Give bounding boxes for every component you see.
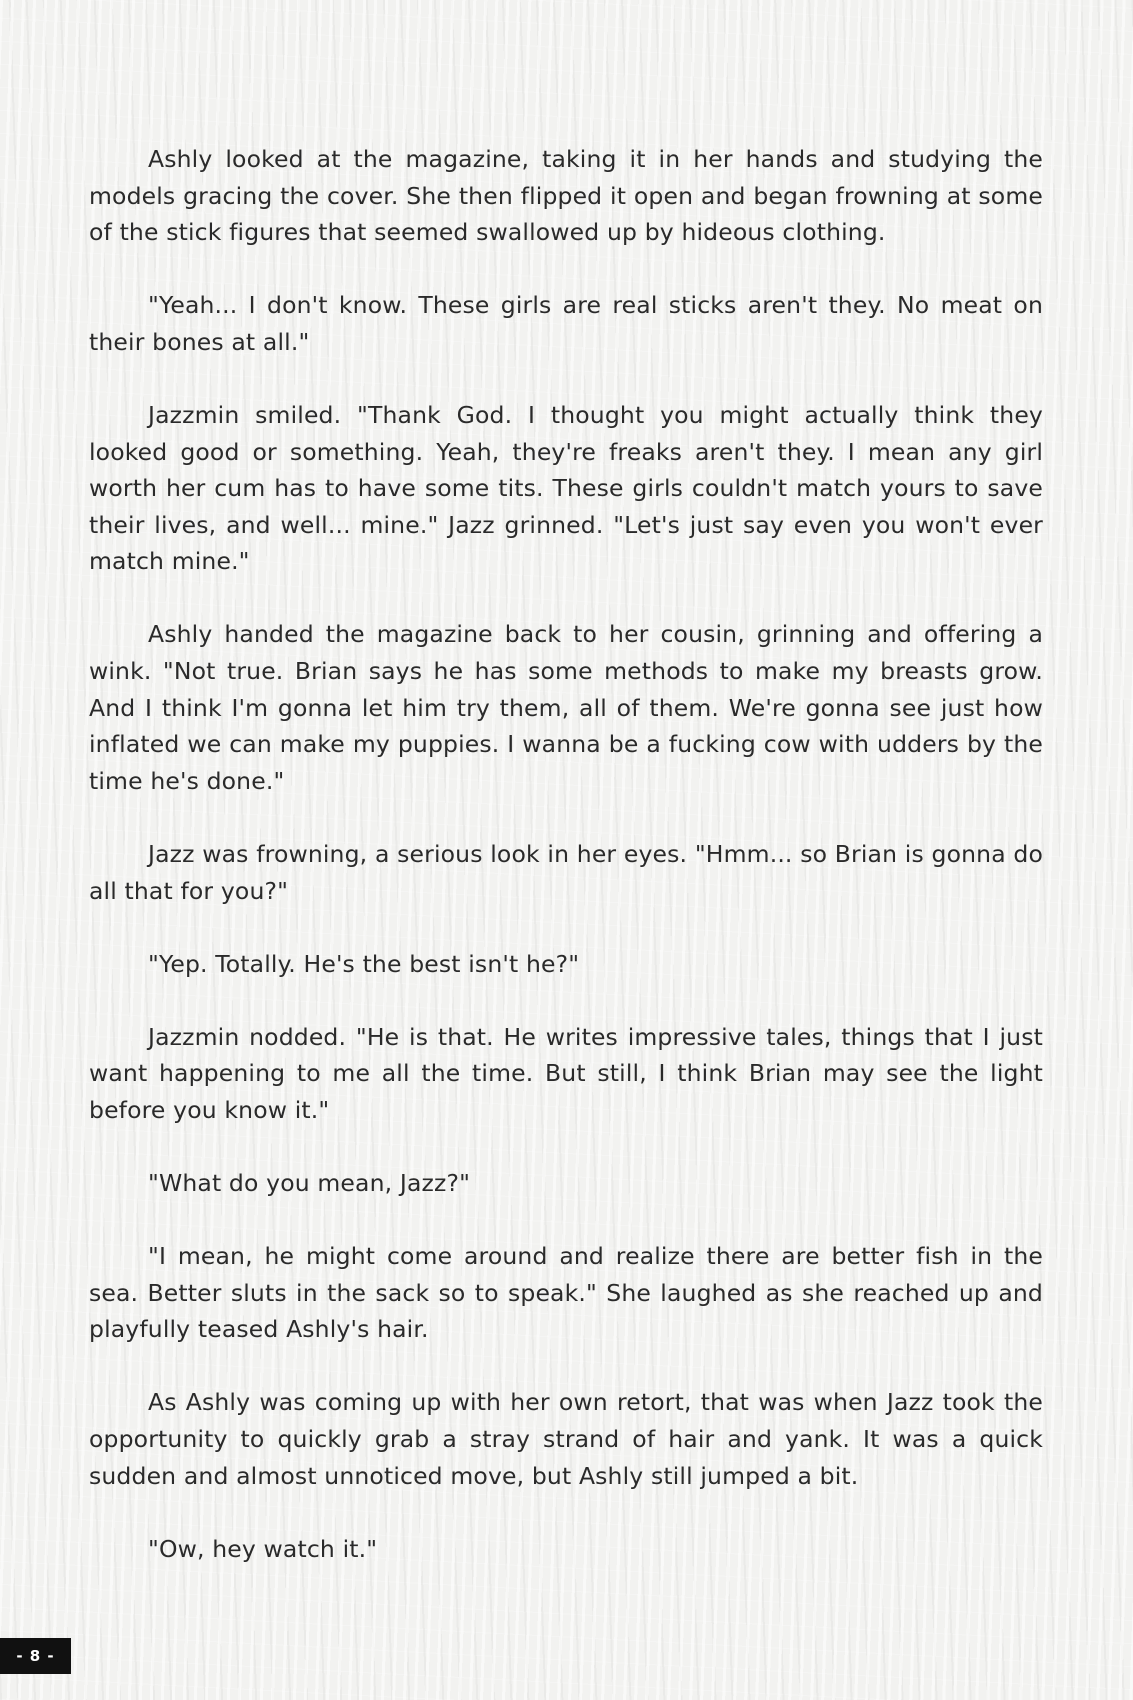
paragraph: Ashly looked at the magazine, taking it in her hands and studying the models gracing the cover. She then flipped it open and began frowning at some of the stick figures that seemed swallowed up by hideous clothing. (89, 145, 1043, 247)
paragraph: As Ashly was coming up with her own retort, that was when Jazz took the opportunity to quickly grab a stray strand of hair and yank. It was a quick sudden and almost unnoticed move, but Ashly still jumped a bit. (89, 1388, 1043, 1490)
story-text (89, 141, 1043, 1604)
paragraph: Jazzmin nodded. "He is that. He writes impressive tales, things that I just want happening to me all the time. But still, I think Brian may see the light before you know it." (89, 1022, 1043, 1124)
paragraph: "I mean, he might come around and realize there are better fish in the sea. Better sluts in the sack so to speak." She laughed as she reached up and playfully teased Ashly's hair. (89, 1242, 1043, 1344)
paragraph: "Yeah... I don't know. These girls are real sticks aren't they. No meat on their bones at all." (89, 291, 1043, 356)
page-number: - 8 - (0, 1638, 71, 1674)
paragraph: "What do you mean, Jazz?" (148, 1168, 471, 1197)
paragraph: "Yep. Totally. He's the best isn't he?" (148, 949, 580, 978)
paragraph: Ashly handed the magazine back to her cousin, grinning and offering a wink. "Not true. Brian says he has some methods to make my breasts grow. And I think I'm gonna let him try them, all of them. We're gonna see just how inflated we can make my puppies. I wanna be a fucking cow with udders by the time he's done." (89, 620, 1043, 795)
paragraph: Jazzmin smiled. "Thank God. I thought you might actually think they looked good or something. Yeah, they're freaks aren't they. I mean any girl worth her cum has to have some tits. These girls couldn't match yours to save their lives, and well... mine." Jazz grinned. "Let's just say even you won't ever match mine." (89, 400, 1043, 576)
paragraph: "Ow, hey watch it." (148, 1534, 378, 1563)
paragraph: Jazz was frowning, a serious look in her eyes. "Hmm... so Brian is gonna do all that for you?" (89, 839, 1043, 905)
